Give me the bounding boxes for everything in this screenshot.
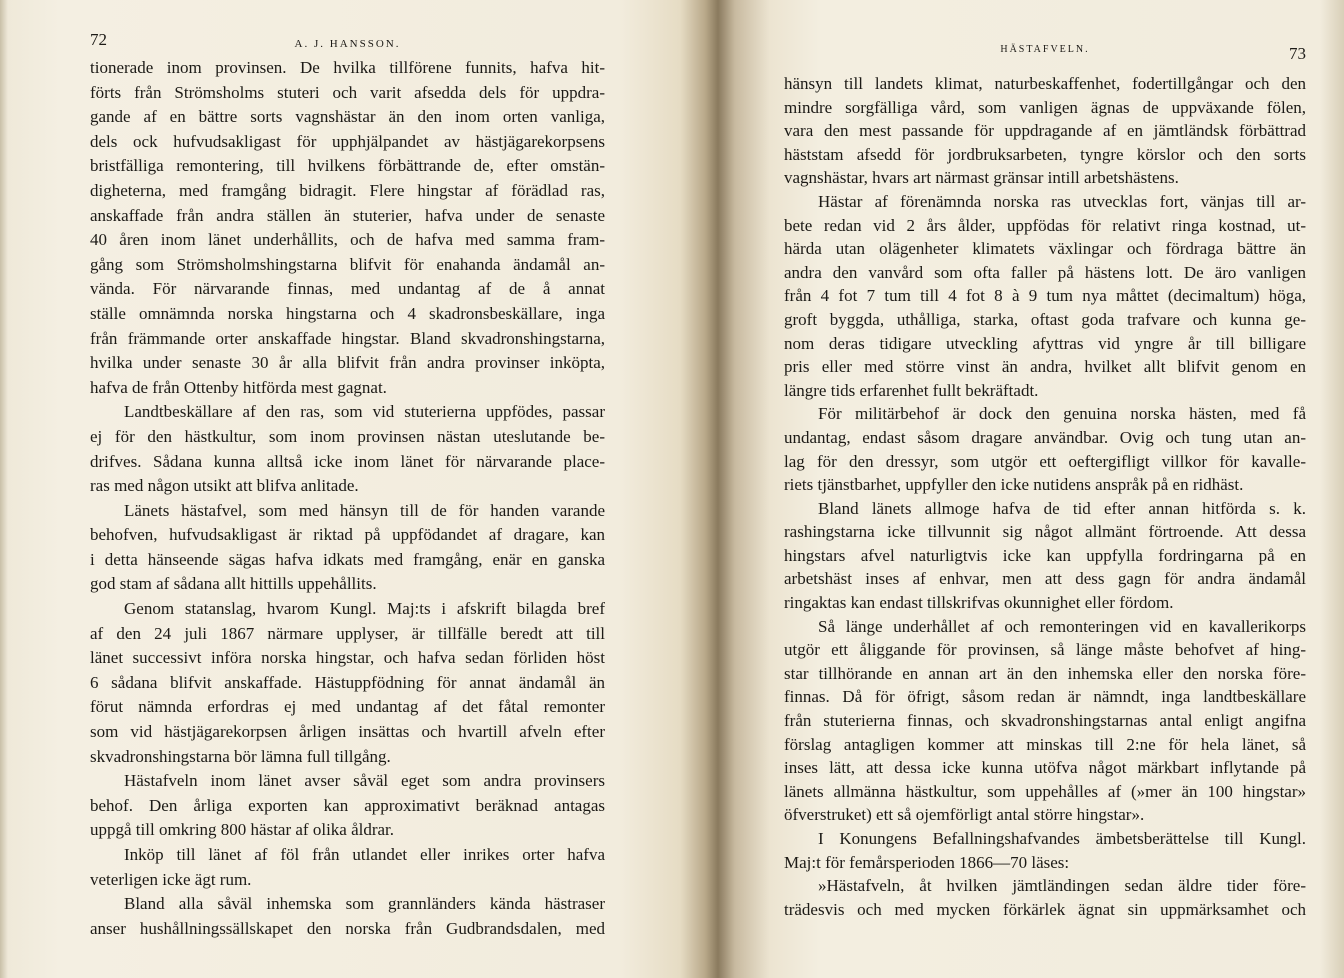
text-line: »Hästafveln, åt hvilken jämtländingen sedan äldre tider före- [818, 876, 1306, 896]
paragraph [784, 827, 1306, 874]
text-line: förslag antagligen kommer att minskas till 2:ne för hela länet, så [784, 734, 1306, 754]
text-line: länets allmänna hästkultur, som uppehålles af (»mer än 100 hingstar» [784, 781, 1306, 801]
paragraph [90, 769, 605, 843]
paragraph [784, 615, 1306, 827]
text-line: Bland alla såväl inhemska som grannländers kända hästraser [124, 894, 605, 914]
paragraph [90, 843, 605, 892]
text-line: vagnshästar, hvars art närmast gränsar intill arbetshästens. [784, 168, 1179, 188]
text-line: inses lätt, att dessa icke kunna utöfva något märkbart inflytande på [784, 758, 1306, 778]
text-line: Hästar af förenämnda norska ras utvecklas fort, vänjas till ar- [818, 191, 1306, 211]
page-number: 73 [1289, 44, 1306, 63]
text-line: Landtbeskällare af den ras, som vid stuterierna uppfödes, passar [124, 402, 605, 422]
text-line: hänsyn till landets klimat, naturbeskaffenhet, fodertillgångar och den [784, 74, 1306, 93]
text-line: behofven, hufvudsakligast är riktad på uppfödandet af dragare, kan [90, 525, 605, 545]
page-number: 72 [90, 30, 107, 49]
text-line: trädesvis och med mycken förkärlek ägnat sin uppmärksamhet och [784, 899, 1306, 919]
right-page-body [784, 72, 1306, 921]
text-line: länet successivt införa norska hingstar, och hafva sedan förliden höst [90, 648, 605, 668]
text-line: vara den mest passande för uppdragande af en jämtländsk förbättrad [784, 121, 1306, 141]
text-line: bete redan vid 2 års ålder, uppfödas för relativt ringa kostnad, ut- [784, 215, 1306, 235]
text-line: I Konungens Befallningshafvandes ämbetsberättelse till Kungl. [818, 829, 1306, 848]
text-line: finnas. Då för öfrigt, såsom redan är nämndt, inga landtbeskällare [784, 687, 1306, 707]
text-line: uppgå till omkring 800 hästar af olika åldrar. [90, 820, 395, 840]
text-line: bristfälliga remontering, till hvilkens förbättrande de, efter omstän- [90, 156, 605, 176]
text-line: star tillhörande en annan art än den inhemska eller den norska före- [784, 663, 1306, 683]
text-line: gande af en bättre sorts vagnshästar än den inom orten vanliga, [90, 107, 605, 127]
text-line: dels ock hufvudsakligast för upphjälpandet av hästjägarekorpsens [90, 131, 605, 151]
text-line: gång som Strömsholmshingstarna blifvit för enahanda ändamål an- [90, 254, 605, 274]
text-line: anser hushållningssällskapet den norska från Gudbrandsdalen, med [90, 918, 605, 938]
text-line: ringaktas kan endast tillskrifvas okunnighet eller fördom. [784, 593, 1174, 613]
text-line: drifves. Sådana kunna alltså icke inom länet för närvarande place- [90, 451, 605, 471]
left-page-body [90, 56, 605, 941]
text-line: från 4 fot 7 tum till 4 fot 8 à 9 tum nya måttet (decimaltum) höga, [784, 286, 1306, 306]
text-line: hvilka under senaste 30 år alla blifvit från andra provinser inköpta, [90, 353, 605, 373]
text-line: i detta hänseende sägas hafva idkats med framgång, enär en ganska [90, 549, 605, 569]
paragraph [90, 597, 605, 769]
right-page-header [784, 40, 1306, 72]
text-line: För militärbehof är dock den genuina norska hästen, med få [818, 404, 1306, 424]
text-line: hafva de från Ottenby hitförda mest gagnat. [90, 377, 387, 397]
paragraph [90, 892, 605, 941]
paragraph [90, 56, 605, 400]
text-line: groft byggda, uthålliga, starka, oftast goda trafvare och kunna ge- [784, 309, 1306, 329]
text-line: riets tjänstbarhet, uppfyller den icke nutidens anspråk på en ridhäst. [784, 475, 1244, 495]
text-line: längre tids erfarenhet fullt bekräftadt. [784, 380, 1039, 400]
paragraph [784, 190, 1306, 402]
text-line: från stuterierna finnas, och skvadronshingstarnas antal enligt angifna [784, 711, 1306, 731]
text-line: hingstars afvel naturligtvis icke kan uppfylla fordringarna på en [784, 545, 1306, 565]
text-line: veterligen icke ägt rum. [90, 869, 252, 889]
paragraph [784, 402, 1306, 496]
text-line: 6 sådana blifvit anskaffade. Hästuppfödning för annat ändamål än [90, 672, 605, 692]
text-line: från främmande orter anskaffade hingstar. Bland skvadronshingstarna, [90, 328, 605, 348]
text-line: anskaffade från andra ställen än stuterier, hafva under de senaste [90, 205, 605, 225]
text-line: Så länge underhållet af och remonteringen vid en kavallerikorps [818, 616, 1306, 636]
text-line: förts från Strömsholms stuteri och varit afsedda dels för uppdra- [90, 82, 605, 102]
left-page [90, 30, 605, 941]
paragraph [784, 497, 1306, 615]
text-line: öfverstruket) ett så ojemförligt antal större hingstar». [784, 805, 1145, 825]
text-line: Maj:t för femårsperioden 1866—70 läses: [784, 852, 1070, 872]
text-line: rashingstarna icke tillvunnit sig något allmänt förtroende. Att dessa [784, 522, 1306, 542]
text-line: härda utan olägenheter klimatets växlingar och fördraga bättre än [784, 239, 1306, 259]
text-line: behof. Den årliga exporten kan approximativt beräknad antagas [90, 795, 605, 815]
text-line: arbetshäst inses af enhvar, men att dess gagn för andra ändamål [784, 569, 1306, 589]
paragraph [784, 72, 1306, 190]
paragraph [90, 400, 605, 498]
text-line: Genom statanslag, hvarom Kungl. Maj:ts i afskrift bilagda bref [124, 599, 605, 619]
text-line: Hästafveln inom länet avser såväl eget som andra provinsers [124, 771, 605, 791]
text-line: nom deras tidigare utveckling afyttras vid yngre år till billigare [784, 333, 1306, 353]
text-line: tionerade inom provinsen. De hvilka tillförene funnits, hafva hit- [90, 58, 605, 77]
right-page [784, 40, 1306, 921]
text-line: digheterna, med framgång bidragit. Flere hingstar af förädlad ras, [90, 180, 605, 200]
text-line: undantag, endast såsom dragare användbar. Ovig och tung utan an- [784, 427, 1306, 447]
running-head: A. J. HANSSON. [294, 38, 401, 50]
text-line: Länets hästafvel, som med hänsyn till de för handen varande [124, 500, 605, 520]
running-head: HÄSTAFVELN. [1000, 44, 1090, 55]
text-line: god stam af sådana allt hittills uppehållits. [90, 574, 377, 594]
text-line: häststam afsedd för jordbruksarbeten, tyngre körslor och den sorts [784, 144, 1306, 164]
text-line: pris eller med större vinst än andra, hvilket allt blifvit genom en [784, 357, 1306, 377]
paragraph [784, 874, 1306, 921]
text-line: ras med någon utsikt att blifva anlitade. [90, 476, 359, 496]
text-line: som vid hästjägarekorpsen årligen insättas och hvartill afveln efter [90, 722, 605, 742]
text-line: 40 åren inom länet underhållits, och de hafva med samma fram- [90, 230, 605, 250]
text-line: andra den vanvård som ofta faller på hästens lott. De äro vanligen [784, 262, 1306, 282]
text-line: lag för den dressyr, som utgör ett oeftergifligt villkor för kavalle- [784, 451, 1306, 471]
text-line: mindre sorgfälliga vård, som vanligen ägnas de uppväxande fölen, [784, 97, 1306, 117]
text-line: förut nämnda erfordras ej med undantag af det fåtal remonter [90, 697, 605, 717]
paragraph [90, 499, 605, 597]
text-line: ej för den hästkultur, som inom provinsen nästan uteslutande be- [90, 426, 605, 446]
text-line: utgör ett åliggande för provinsen, så länge måste behofvet af hing- [784, 640, 1306, 660]
text-line: skvadronshingstarna bör lämna full tillgång. [90, 746, 391, 766]
text-line: ställe omnämnda norska hingstarna och 4 skadronsbeskällare, inga [90, 303, 605, 323]
left-page-header [90, 30, 605, 56]
text-line: af den 24 juli 1867 närmare upplyser, är tillfälle beredt att till [90, 623, 605, 643]
text-line: Inköp till länet af föl från utlandet eller inrikes orter hafva [124, 845, 605, 864]
text-line: Bland länets allmoge hafva de tid efter annan hitförda s. k. [818, 498, 1306, 518]
text-line: vända. För närvarande finnas, med undantag af de å annat [90, 279, 605, 299]
